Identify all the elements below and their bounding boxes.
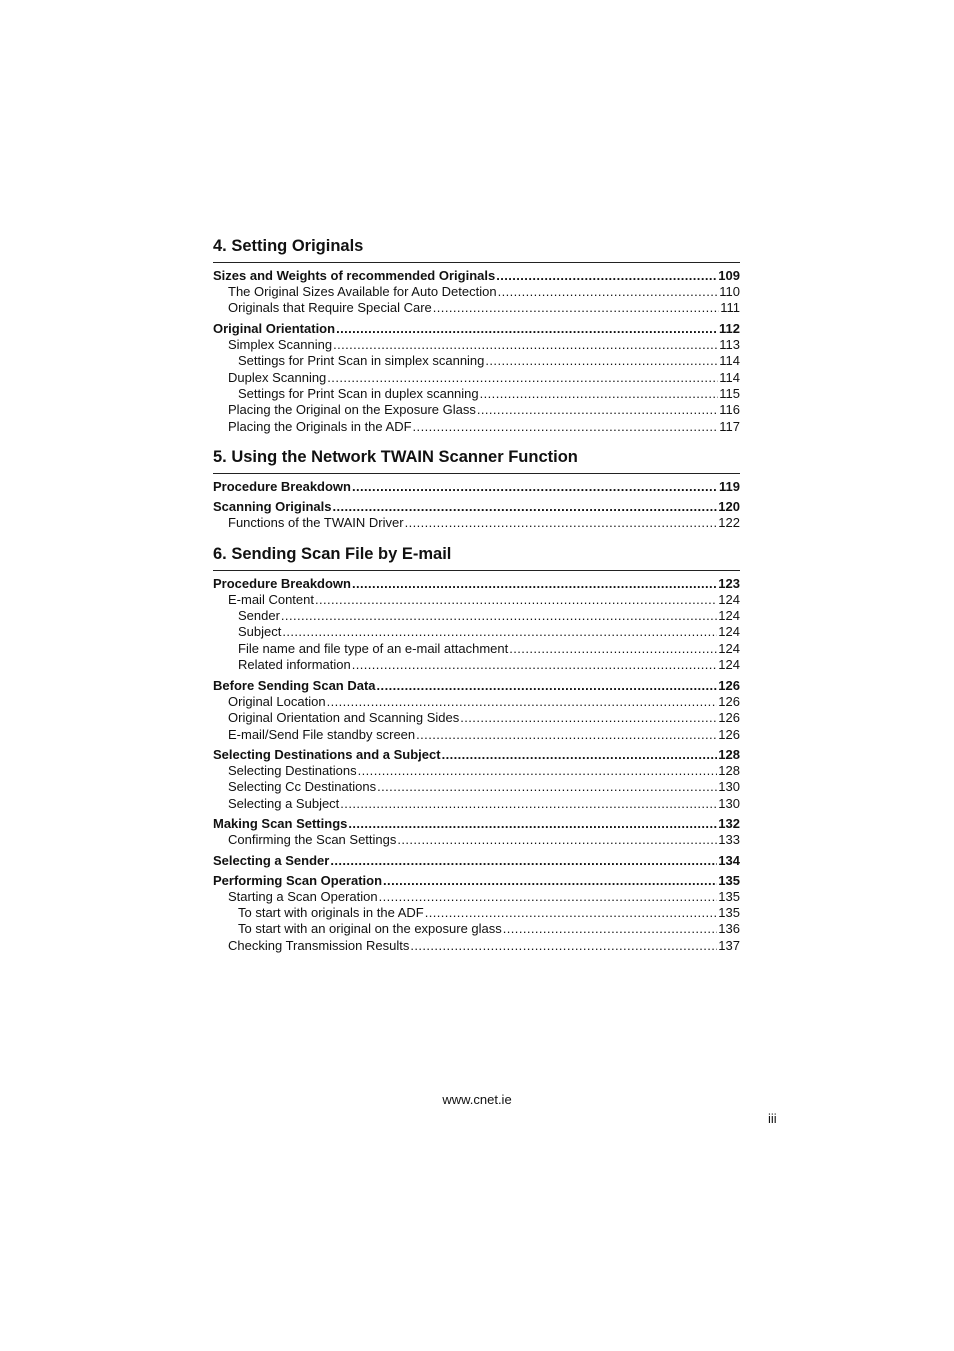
toc-entry-title: Selecting Cc Destinations	[228, 779, 377, 795]
toc-entry-page: 128	[718, 746, 740, 762]
dot-leader	[333, 337, 718, 353]
toc-entry-title: E-mail/Send File standby screen	[228, 726, 416, 742]
toc-entry[interactable]	[213, 746, 740, 763]
chapter-title: 4. Setting Originals	[213, 236, 740, 263]
dot-leader	[425, 905, 718, 921]
toc-entry-title: Checking Transmission Results	[228, 937, 410, 953]
toc-entry-list	[213, 571, 740, 955]
toc-entry-page: 124	[718, 624, 740, 640]
toc-entry[interactable]	[213, 779, 740, 795]
toc-entry-page: 126	[718, 693, 740, 709]
toc-entry[interactable]	[213, 641, 740, 657]
toc-entry[interactable]	[213, 515, 740, 531]
footer-url: www.cnet.ie	[442, 1092, 512, 1107]
toc-entry-title: Selecting a Sender	[213, 852, 330, 868]
toc-entry-page: 128	[718, 762, 740, 778]
toc-entry[interactable]	[213, 677, 740, 694]
dot-leader	[485, 353, 718, 369]
toc-entry[interactable]	[213, 815, 740, 832]
toc-entry-page: 134	[718, 852, 740, 868]
toc-entry[interactable]	[213, 478, 740, 495]
toc-entry-title: E-mail Content	[228, 591, 314, 607]
dot-leader	[379, 889, 718, 905]
toc-entry-title: Selecting a Subject	[228, 795, 340, 811]
dot-leader	[352, 575, 717, 592]
toc-entry-title: Procedure Breakdown	[213, 575, 351, 591]
toc-entry[interactable]	[213, 608, 740, 624]
toc-entry[interactable]	[213, 267, 740, 284]
toc-entry-title: Confirming the Scan Settings	[228, 832, 397, 848]
dot-leader	[477, 402, 718, 418]
dot-leader	[358, 763, 718, 779]
toc-entry[interactable]	[213, 796, 740, 812]
dot-leader	[509, 641, 717, 657]
toc-entry-list	[213, 263, 740, 435]
dot-leader	[442, 746, 718, 763]
dot-leader	[413, 419, 719, 435]
toc-entry-page: 126	[718, 726, 740, 742]
dot-leader	[352, 478, 718, 495]
toc-entry-page: 135	[718, 904, 740, 920]
toc-entry-title: Related information	[238, 657, 351, 673]
toc-entry-title: Originals that Require Special Care	[228, 300, 432, 316]
toc-entry-page: 119	[719, 479, 740, 495]
toc-entry-page: 137	[718, 937, 740, 953]
toc-entry[interactable]	[213, 938, 740, 954]
toc-entry[interactable]	[213, 763, 740, 779]
dot-leader	[405, 515, 718, 531]
toc-entry-page: 123	[718, 575, 740, 591]
toc-entry-page: 112	[719, 320, 740, 336]
toc-entry[interactable]	[213, 284, 740, 300]
toc-entry-page: 124	[718, 657, 740, 673]
dot-leader	[336, 320, 718, 337]
toc-entry-page: 120	[718, 499, 740, 515]
dot-leader	[503, 921, 718, 937]
toc-entry-title: The Original Sizes Available for Auto Detection	[228, 284, 497, 299]
toc-entry-title: To start with originals in the ADF	[238, 904, 424, 920]
toc-entry[interactable]	[213, 832, 740, 848]
dot-leader	[352, 657, 718, 673]
dot-leader	[282, 624, 717, 640]
toc-entry[interactable]	[213, 905, 740, 921]
dot-leader	[377, 677, 718, 694]
dot-leader	[348, 815, 717, 832]
toc-entry[interactable]	[213, 889, 740, 905]
dot-leader	[327, 694, 718, 710]
toc-entry-title: Settings for Print Scan in simplex scanning	[238, 353, 485, 369]
dot-leader	[460, 710, 717, 726]
toc-entry[interactable]	[213, 852, 740, 869]
toc-entry-page: 115	[719, 386, 740, 402]
toc-entry-page: 114	[719, 353, 740, 369]
toc-entry-page: 114	[719, 369, 740, 385]
dot-leader	[498, 284, 719, 300]
toc-entry-page: 132	[718, 816, 740, 832]
toc-entry-title: Placing the Originals in the ADF	[228, 418, 412, 434]
toc-entry[interactable]	[213, 370, 740, 386]
dot-leader	[433, 300, 719, 316]
toc-entry[interactable]	[213, 353, 740, 369]
toc-entry[interactable]	[213, 624, 740, 640]
toc-entry-title: Original Location	[228, 693, 326, 709]
toc-chapter	[213, 544, 740, 955]
toc-entry-title: Procedure Breakdown	[213, 479, 351, 495]
toc-entry-page: 110	[719, 284, 740, 299]
table-of-contents	[213, 236, 740, 966]
toc-entry-page: 126	[718, 710, 740, 726]
toc-entry[interactable]	[213, 657, 740, 673]
toc-entry[interactable]	[213, 727, 740, 743]
toc-entry-title: Functions of the TWAIN Driver	[228, 515, 404, 531]
toc-entry-page: 116	[719, 402, 740, 418]
toc-entry-page: 124	[718, 591, 740, 607]
toc-entry[interactable]	[213, 320, 740, 337]
toc-entry-page: 113	[719, 336, 740, 352]
toc-entry-title: To start with an original on the exposure glass	[238, 921, 502, 937]
toc-entry-title: Simplex Scanning	[228, 336, 333, 352]
toc-entry-page: 122	[718, 515, 740, 531]
toc-entry[interactable]	[213, 300, 740, 316]
toc-entry-title: Original Orientation	[213, 320, 336, 336]
toc-entry-title: Settings for Print Scan in duplex scanning	[238, 386, 479, 402]
dot-leader	[281, 608, 717, 624]
toc-entry[interactable]	[213, 419, 740, 435]
toc-entry[interactable]	[213, 694, 740, 710]
toc-entry-page: 130	[718, 779, 740, 795]
toc-entry-title: Duplex Scanning	[228, 369, 327, 385]
toc-entry-title: Starting a Scan Operation	[228, 888, 378, 904]
toc-entry-page: 126	[718, 677, 740, 693]
toc-entry-title: Selecting Destinations and a Subject	[213, 746, 441, 762]
toc-entry-page: 117	[719, 418, 740, 434]
toc-entry-title: Selecting Destinations	[228, 762, 357, 778]
toc-chapter	[213, 447, 740, 531]
toc-entry-title: Placing the Original on the Exposure Glass	[228, 402, 476, 418]
toc-entry-title: Subject	[238, 624, 282, 640]
dot-leader	[327, 370, 718, 386]
toc-entry[interactable]	[213, 921, 740, 937]
dot-leader	[315, 592, 717, 608]
chapter-title: 6. Sending Scan File by E-mail	[213, 544, 740, 571]
toc-entry-page: 136	[718, 921, 740, 937]
dot-leader	[496, 267, 717, 284]
toc-entry[interactable]	[213, 592, 740, 608]
toc-entry[interactable]	[213, 575, 740, 592]
toc-entry-list	[213, 474, 740, 531]
toc-entry[interactable]	[213, 710, 740, 726]
dot-leader	[410, 938, 717, 954]
dot-leader	[416, 727, 717, 743]
toc-entry-title: Original Orientation and Scanning Sides	[228, 710, 460, 726]
toc-entry-title: Sender	[238, 608, 280, 624]
toc-entry-title: Sizes and Weights of recommended Originals	[213, 268, 496, 283]
toc-entry-title: Scanning Originals	[213, 499, 332, 515]
chapter-title: 5. Using the Network TWAIN Scanner Function	[213, 447, 740, 474]
toc-entry-page: 124	[718, 608, 740, 624]
toc-entry[interactable]	[213, 402, 740, 418]
toc-entry-page: 135	[718, 872, 740, 888]
dot-leader	[480, 386, 719, 402]
dot-leader	[340, 796, 717, 812]
toc-entry-page: 133	[718, 832, 740, 848]
toc-entry[interactable]	[213, 337, 740, 353]
dot-leader	[397, 832, 717, 848]
dot-leader	[330, 852, 717, 869]
dot-leader	[377, 779, 717, 795]
toc-entry[interactable]	[213, 872, 740, 889]
toc-entry-page: 109	[718, 268, 740, 283]
toc-entry[interactable]	[213, 386, 740, 402]
dot-leader	[383, 872, 717, 889]
dot-leader	[332, 498, 717, 515]
page-number: iii	[768, 1111, 777, 1126]
toc-entry-title: Making Scan Settings	[213, 816, 348, 832]
toc-chapter	[213, 236, 740, 435]
toc-entry-page: 135	[718, 888, 740, 904]
toc-entry-title: Performing Scan Operation	[213, 872, 383, 888]
toc-entry[interactable]	[213, 498, 740, 515]
toc-entry-page: 124	[718, 640, 740, 656]
toc-entry-title: File name and file type of an e-mail attachment	[238, 640, 509, 656]
toc-entry-title: Before Sending Scan Data	[213, 677, 376, 693]
toc-entry-page: 130	[718, 795, 740, 811]
toc-entry-page: 111	[720, 300, 740, 316]
